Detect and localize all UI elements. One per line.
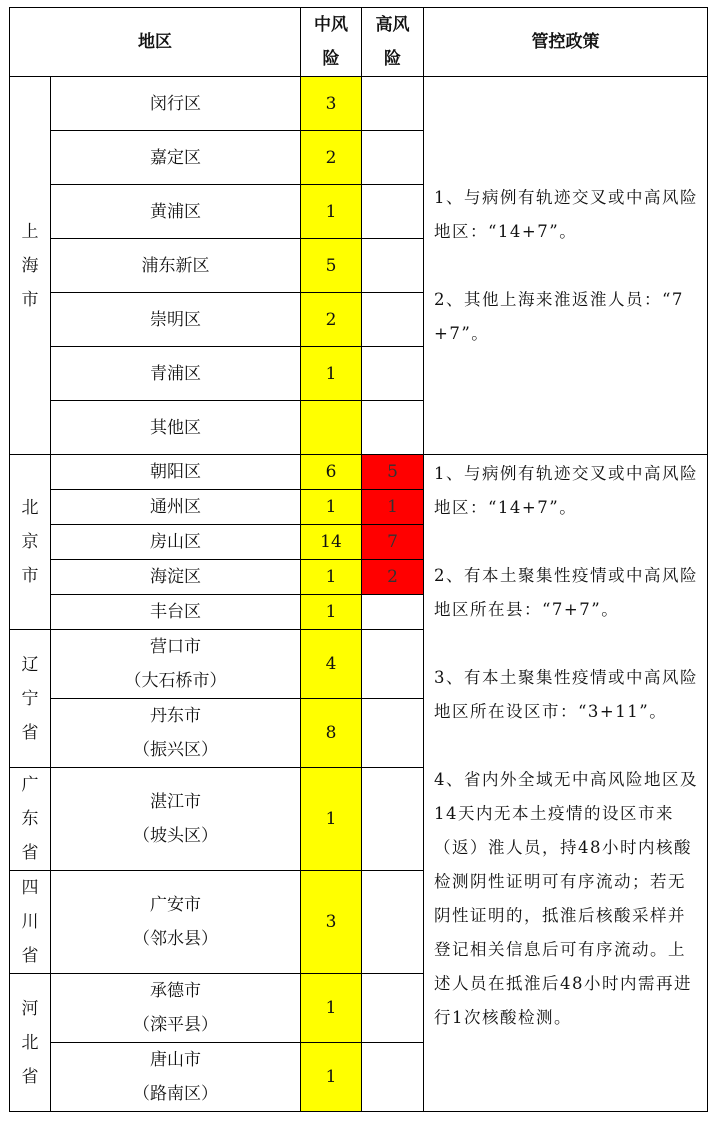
mid-risk-count: 1 (301, 1043, 362, 1112)
header-policy: 管控政策 (424, 8, 708, 77)
mid-risk-count: 1 (301, 490, 362, 525)
header-high-risk: 高风 险 (362, 8, 424, 77)
header-row (10, 8, 708, 77)
policy-item: 1、与病例有轨迹交叉或中高风险地区：“14+7”。 (434, 187, 698, 241)
province-cell-sichuan: 四 川 省 (10, 871, 51, 974)
mid-risk-count: 1 (301, 768, 362, 871)
high-risk-count (362, 401, 424, 455)
risk-area-table (9, 7, 708, 1112)
high-risk-count (362, 347, 424, 401)
district-cell: 唐山市 （路南区） (51, 1043, 301, 1112)
high-risk-count (362, 871, 424, 974)
district-cell: 海淀区 (51, 560, 301, 595)
high-risk-count (362, 630, 424, 699)
mid-risk-count: 1 (301, 185, 362, 239)
mid-risk-count (301, 401, 362, 455)
mid-risk-count: 1 (301, 974, 362, 1043)
district-cell: 丹东市 （振兴区） (51, 699, 301, 768)
high-risk-count (362, 131, 424, 185)
district-cell: 黄浦区 (51, 185, 301, 239)
high-risk-count (362, 293, 424, 347)
mid-risk-count: 3 (301, 871, 362, 974)
mid-risk-count: 2 (301, 293, 362, 347)
province-cell-beijing: 北 京 市 (10, 455, 51, 630)
district-cell: 其他区 (51, 401, 301, 455)
header-mid-risk: 中风 险 (301, 8, 362, 77)
policy-item: 2、有本土聚集性疫情或中高风险地区所在县：“7+7”。 (434, 566, 698, 619)
mid-risk-count: 14 (301, 525, 362, 560)
province-cell-liaoning: 辽 宁 省 (10, 630, 51, 768)
district-cell: 房山区 (51, 525, 301, 560)
district-cell: 丰台区 (51, 595, 301, 630)
mid-risk-count: 1 (301, 560, 362, 595)
high-risk-count (362, 595, 424, 630)
high-risk-count (362, 768, 424, 871)
high-risk-count: 2 (362, 560, 424, 595)
high-risk-count (362, 699, 424, 768)
district-cell: 湛江市 （坡头区） (51, 768, 301, 871)
high-risk-count: 1 (362, 490, 424, 525)
policy-item: 4、省内外全域无中高风险地区及14天内无本土疫情的设区市来（返）淮人员，持48小时内核酸检测阴性证明可有序流动；若无阴性证明的，抵淮后核酸采样并登记相关信息后可有序流动。上述人员在抵淮后48小时内需再进行1次核酸检测。 (434, 770, 698, 1027)
province-cell-hebei: 河 北 省 (10, 974, 51, 1112)
table-row (10, 455, 708, 490)
province-cell-guangdong: 广 东 省 (10, 768, 51, 871)
mid-risk-count: 3 (301, 77, 362, 131)
mid-risk-count: 8 (301, 699, 362, 768)
high-risk-count (362, 77, 424, 131)
policy-item: 1、与病例有轨迹交叉或中高风险地区：“14+7”。 (434, 464, 698, 517)
mid-risk-count: 5 (301, 239, 362, 293)
district-cell: 崇明区 (51, 293, 301, 347)
table-row (10, 77, 708, 131)
policy-cell-shanghai (424, 77, 708, 455)
district-cell: 朝阳区 (51, 455, 301, 490)
district-cell: 嘉定区 (51, 131, 301, 185)
high-risk-count (362, 185, 424, 239)
mid-risk-count: 1 (301, 595, 362, 630)
district-cell: 广安市 （邻水县） (51, 871, 301, 974)
mid-risk-count: 6 (301, 455, 362, 490)
policy-item: 2、其他上海来淮返淮人员：“7+7”。 (434, 289, 684, 343)
header-region: 地区 (10, 8, 301, 77)
district-cell: 浦东新区 (51, 239, 301, 293)
district-cell: 闵行区 (51, 77, 301, 131)
policy-item: 3、有本土聚集性疫情或中高风险地区所在设区市：“3+11”。 (434, 668, 698, 721)
district-cell: 青浦区 (51, 347, 301, 401)
high-risk-count (362, 1043, 424, 1112)
mid-risk-count: 2 (301, 131, 362, 185)
policy-cell-other (424, 455, 708, 1112)
district-cell: 承德市 （滦平县） (51, 974, 301, 1043)
district-cell: 通州区 (51, 490, 301, 525)
mid-risk-count: 4 (301, 630, 362, 699)
high-risk-count (362, 239, 424, 293)
district-cell: 营口市 （大石桥市） (51, 630, 301, 699)
high-risk-count (362, 974, 424, 1043)
province-cell-shanghai: 上 海 市 (10, 77, 51, 455)
mid-risk-count: 1 (301, 347, 362, 401)
high-risk-count: 5 (362, 455, 424, 490)
high-risk-count: 7 (362, 525, 424, 560)
